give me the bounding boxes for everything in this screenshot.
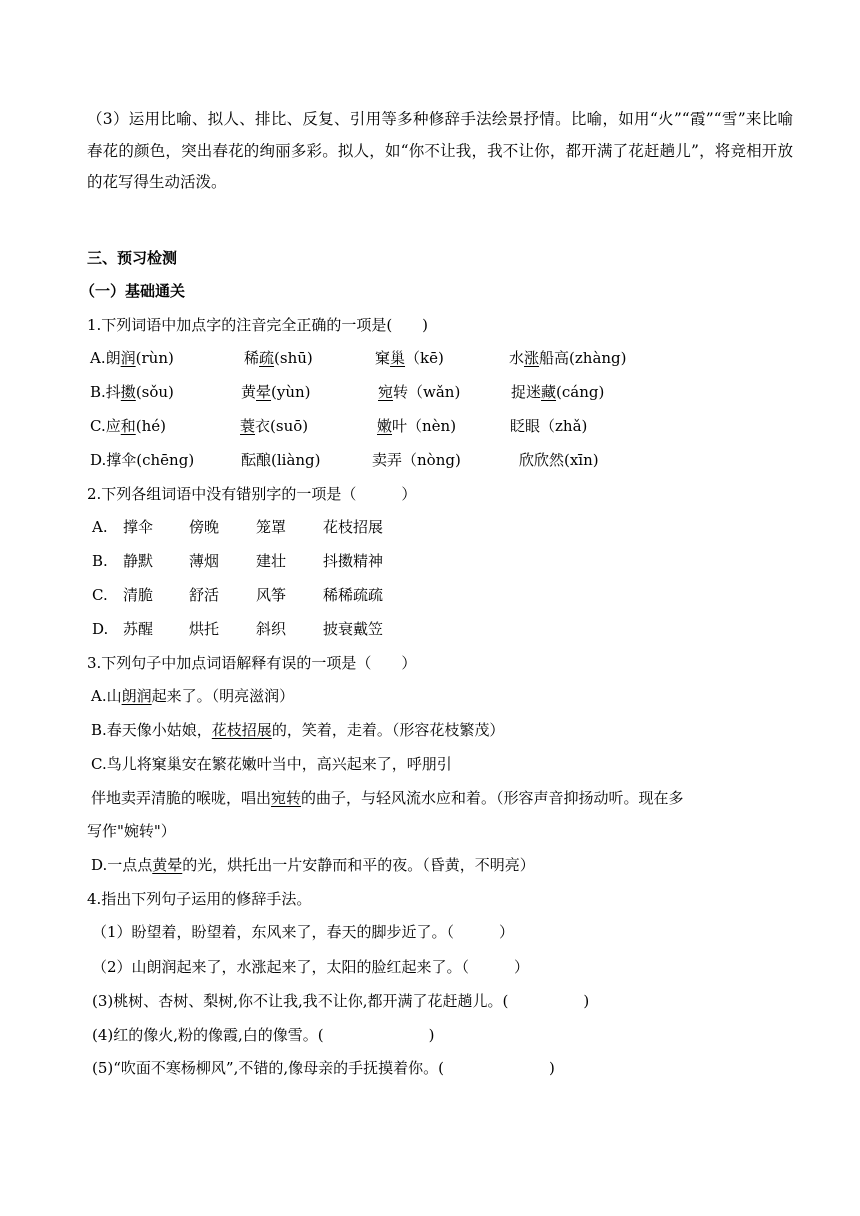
- q3-option-a: A.山朗润起来了。（明亮滋润）: [91, 687, 295, 705]
- q4-stem: 4.指出下列句子运用的修辞手法。: [87, 890, 312, 908]
- intro-paragraph: （3）运用比喻、拟人、排比、反复、引用等多种修辞手法绘景抒情。比喻，如用“火”“霞”“雪”来比喻春花的颜色，突出春花的绚丽多彩。拟人，如“你不让我，我不让你，都开满了花赶趟儿”，将竞相开放的花写得生动活泼。: [87, 110, 793, 191]
- q4-item-1: （1）盼望着，盼望着，东风来了，春天的脚步近了。（ ）: [92, 923, 515, 941]
- q3-option-b: B.春天像小姑娘，花枝招展的，笑着，走着。（形容花枝繁茂）: [91, 721, 505, 739]
- q4-item-4: (4)红的像火,粉的像霞,白的像雪。( ): [92, 1026, 435, 1044]
- document-page: （3）运用比喻、拟人、排比、反复、引用等多种修辞手法绘景抒情。比喻，如用“火”“霞”“雪”来比喻春花的颜色，突出春花的绚丽多彩。拟人，如“你不让我，我不让你，都开满了花赶趟儿”，将竞相开放的花写得生动活泼。 三、预习检测 （一）基础通关 1.下列词语中加点字的注音完全正确的一项是( ) A.朗润(rùn) 稀疏(shū) 窠巢（kē) 水涨船高(zhàng) B.抖擞(sǒu) 黄晕(yùn) 宛转（wǎn) 捉迷藏(cáng) C.应和(hé) 蓑衣(suō) 嫩叶（nèn) 眨眼（zhǎ) D.撑伞(chēng) 酝酿(liàng) 卖弄（nòng) 欣欣然(xīn) 2.下列各组词语中没有错别字的一项是（ ） A. 撑伞 傍晚 笼罩 花枝招展 B. 静默 薄烟 建壮 抖擞精神 C. 清脆 舒活 风筝 稀稀疏疏 D. 苏醒 烘托 斜织 披衰戴笠 3.下列句子中加点词语解释有误的一项是（ ） A.山朗润起来了。（明亮滋润） B.春天像小姑娘，花枝招展的，笑着，走着。（形容花枝繁茂） C.鸟儿将窠巢安在繁花嫩叶当中，高兴起来了，呼朋引 伴地卖弄清脆的喉咙，唱出宛转的曲子，与轻风流水应和着。（形容声音抑扬动听。现在多 写作"婉转"） D.一点点黄晕的光，烘托出一片安静而和平的夜。（昏黄，不明亮） 4.指出下列句子运用的修辞手法。 （1）盼望着，盼望着，东风来了，春天的脚步近了。（ ） （2）山朗润起来了，水涨起来了，太阳的脸红起来了。（ ） (3)桃树、杏树、梨树,你不让我,我不让你,都开满了花赶趟儿。( ) (4)红的像火,粉的像霞,白的像雪。( ) (5)“吹面不寒杨柳风”,不错的,像母亲的手抚摸着你。( ): [0, 0, 860, 1216]
- q2-stem: 2.下列各组词语中没有错别字的一项是（ ）: [87, 485, 417, 503]
- q1-a-word2: 稀疏(shū): [244, 349, 313, 367]
- q3-option-d: D.一点点黄晕的光，烘托出一片安静而和平的夜。（昏黄，不明亮）: [91, 856, 535, 874]
- q3-option-c-line2: 伴地卖弄清脆的喉咙，唱出宛转的曲子，与轻风流水应和着。（形容声音抑扬动听。现在多: [91, 789, 684, 807]
- q1-a-word3: 窠巢（kē): [375, 349, 444, 367]
- section-subtitle: （一）基础通关: [80, 282, 186, 300]
- q4-item-5: (5)“吹面不寒杨柳风”,不错的,像母亲的手抚摸着你。( ): [92, 1059, 555, 1077]
- q1-a-text: A.朗润(rùn): [90, 349, 174, 367]
- q1-a-word4: 水涨船高(zhàng): [509, 349, 627, 367]
- q4-item-2: （2）山朗润起来了，水涨起来了，太阳的脸红起来了。（ ）: [92, 958, 530, 976]
- section-title: 三、预习检测: [87, 249, 178, 267]
- q4-item-3: (3)桃树、杏树、梨树,你不让我,我不让你,都开满了花赶趟儿。( ): [92, 992, 590, 1010]
- q3-option-c-line3: 写作"婉转"）: [87, 822, 176, 840]
- q1-stem: 1.下列词语中加点字的注音完全正确的一项是( ): [87, 316, 429, 334]
- q3-stem: 3.下列句子中加点词语解释有误的一项是（ ）: [87, 654, 417, 672]
- q3-option-c-line1: C.鸟儿将窠巢安在繁花嫩叶当中，高兴起来了，呼朋引: [91, 755, 452, 773]
